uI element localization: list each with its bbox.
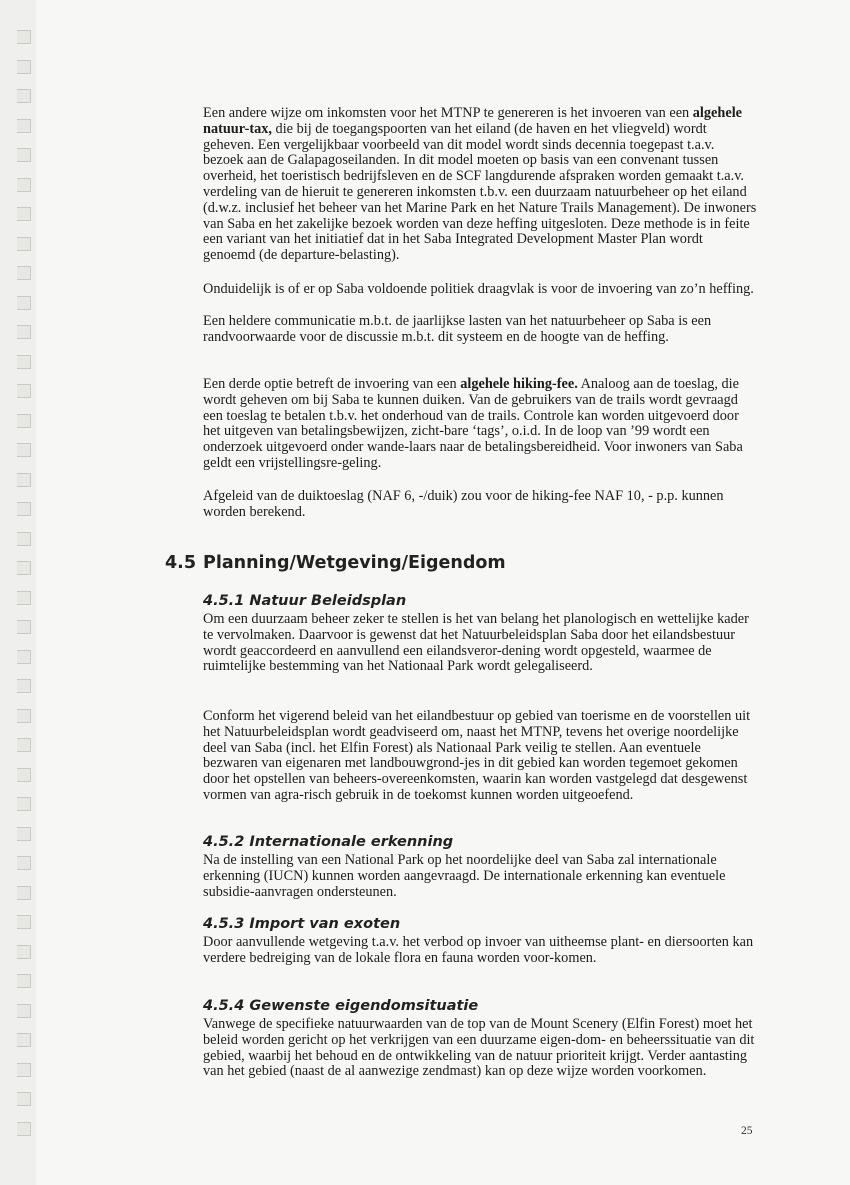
binding-hole — [17, 237, 31, 251]
paragraph-eigendom: Vanwege de specifieke natuurwaarden van de top van de Mount Scenery (Elfin Forest) moet het beleid worden gericht op het verkrijgen van een duurzame eigen-dom- en beheerssituatie van dit gebied, waarbij het behoud en de ontwikkeling van de natuur prioriteit krijgt. Verder aantasting van het gebied (naast de al aanwezige zendmast) kan op deze wijze worden voorkomen. — [203, 1016, 755, 1080]
binding-hole — [17, 768, 31, 782]
paragraph-natuur-tax: Een andere wijze om inkomsten voor het MTNP te genereren is het invoeren van een algehele natuur-tax, die bij de toegangspoorten van het eiland (de haven en het vliegveld) wordt geheven. Een vergelijkbaar voorbeeld van dit model wordt sinds decennia toegepast t.a.v. bezoek aan de Galapagoseilanden. In dit model moeten op basis van een convenant tussen overheid, het toeristisch bedrijfsleven en de SCF langdurende afspraken worden gemaakt t.a.v. verdeling van de hieruit te genereren inkomsten t.b.v. een duurzaam natuurbeheer op het eiland (d.w.z. inclusief het beheer van het Marine Park en het Nature Trails Management). De inwoners van Saba en het zakelijke bezoek worden van deze heffing uitgesloten. Deze methode is in feite een variant van het initiatief dat in het Saba Integrated Development Master Plan wordt genoemd (de departure-belasting). — [203, 105, 757, 264]
binding-hole — [17, 296, 31, 310]
binding-hole — [17, 532, 31, 546]
binding-hole — [17, 355, 31, 369]
binding-hole — [17, 915, 31, 929]
binding-hole — [17, 1033, 31, 1047]
binding-hole — [17, 886, 31, 900]
binding-hole — [17, 591, 31, 605]
binding-hole — [17, 266, 31, 280]
binding-hole — [17, 797, 31, 811]
section-heading — [165, 553, 506, 573]
binding-hole — [17, 650, 31, 664]
binding-hole — [17, 443, 31, 457]
binding-hole — [17, 119, 31, 133]
paragraph-beleidsplan-2: Conform het vigerend beleid van het eilandbestuur op gebied van toerisme en de voorstellen uit het Natuurbeleidsplan wordt geadviseerd om, naast het MTNP, tevens het overige noordelijke deel van Saba (incl. het Elfin Forest) als Nationaal Park veilig te stellen. Aan eventuele bezwaren van eigenaren met landbouwgrond-jes in dit gebied kan worden tegemoet gekomen door het opstellen van beheers-overeenkomsten, waarin kan worden vastgelegd dat desgewenst vormen van agra-risch gebruik in de toekomst kunnen worden uitgeoefend. — [203, 708, 751, 803]
binding-hole — [17, 325, 31, 339]
section-number: 4.5 — [165, 553, 197, 573]
page-number: 25 — [741, 1125, 753, 1137]
subsection-heading-beleidsplan: 4.5.1 Natuur Beleidsplan — [203, 593, 407, 609]
binding-hole — [17, 60, 31, 74]
section-title: Planning/Wetgeving/Eigendom — [203, 553, 506, 573]
binding-hole — [17, 1092, 31, 1106]
binding-hole — [17, 89, 31, 103]
binding-hole — [17, 473, 31, 487]
paragraph-erkenning: Na de instelling van een National Park op het noordelijke deel van Saba zal internationale erkenning (IUCN) kunnen worden aangevraagd. De internationale erkenning kan eventuele subsidie-aanvragen ondersteunen. — [203, 852, 726, 900]
binding-hole — [17, 945, 31, 959]
subsection-heading-eigendom: 4.5.4 Gewenste eigendomsituatie — [203, 998, 479, 1014]
paragraph-beleidsplan-1: Om een duurzaam beheer zeker te stellen is het van belang het planologisch en wettelijke kader te vervolmaken. Daarvoor is gewenst dat het Natuurbeleidsplan Saba door het eilandsbestuur wordt geaccordeerd en aanvullend een eilandsveror-dening wordt opgesteld, waarmee de ruimtelijke bestemming van het Nationaal Park wordt gelegaliseerd. — [203, 611, 749, 675]
binding-hole — [17, 620, 31, 634]
binding-hole — [17, 827, 31, 841]
paragraph-communicatie: Een heldere communicatie m.b.t. de jaarlijkse lasten van het natuurbeheer op Saba is een randvoorwaarde voor de discussie m.b.t. dit systeem en de hoogte van de heffing. — [203, 313, 712, 345]
binding-hole — [17, 207, 31, 221]
binding-hole — [17, 974, 31, 988]
binding-hole — [17, 414, 31, 428]
paragraph-exoten: Door aanvullende wetgeving t.a.v. het verbod op invoer van uitheemse plant- en diersoorten kan verdere bedreiging van de lokale flora en fauna worden voor-komen. — [203, 934, 754, 966]
binding-hole — [17, 856, 31, 870]
subsection-heading-erkenning: 4.5.2 Internationale erkenning — [203, 834, 454, 850]
paragraph-duiktoeslag: Afgeleid van de duiktoeslag (NAF 6, -/duik) zou voor de hiking-fee NAF 10, - p.p. kunnen worden berekend. — [203, 488, 724, 520]
binding-hole — [17, 679, 31, 693]
bold-term-hiking-fee: algehele hiking-fee. — [460, 376, 578, 392]
subsection-heading-exoten: 4.5.3 Import van exoten — [203, 916, 401, 932]
paragraph-draagvlak: Onduidelijk is of er op Saba voldoende politiek draagvlak is voor de invoering van zo’n heffing. — [203, 281, 754, 297]
binding-hole — [17, 1063, 31, 1077]
binding-hole — [17, 178, 31, 192]
ring-binding — [0, 0, 36, 1185]
binding-hole — [17, 148, 31, 162]
binding-hole — [17, 384, 31, 398]
bold-term-natuur-tax: algehele natuur-tax, — [203, 105, 743, 137]
binding-hole — [17, 1122, 31, 1136]
binding-hole — [17, 502, 31, 516]
paragraph-hiking-fee: Een derde optie betreft de invoering van een algehele hiking-fee. Analoog aan de toeslag, die wordt geheven om bij Saba te kunnen duiken. Van de gebruikers van de trails wordt gevraagd een toeslag te betalen t.b.v. het onderhoud van de trails. Controle kan worden uitgevoerd door het uitgeven van betalingsbewijzen, zicht-bare ‘tags’, o.i.d. In de loop van ’99 wordt een onderzoek uitgevoerd onder wande-laars naar de betalingsbereidheid. Voor inwoners van Saba geldt een vrijstellingsre-geling. — [203, 376, 743, 471]
binding-hole — [17, 30, 31, 44]
binding-hole — [17, 561, 31, 575]
binding-hole — [17, 709, 31, 723]
binding-hole — [17, 1004, 31, 1018]
binding-hole — [17, 738, 31, 752]
